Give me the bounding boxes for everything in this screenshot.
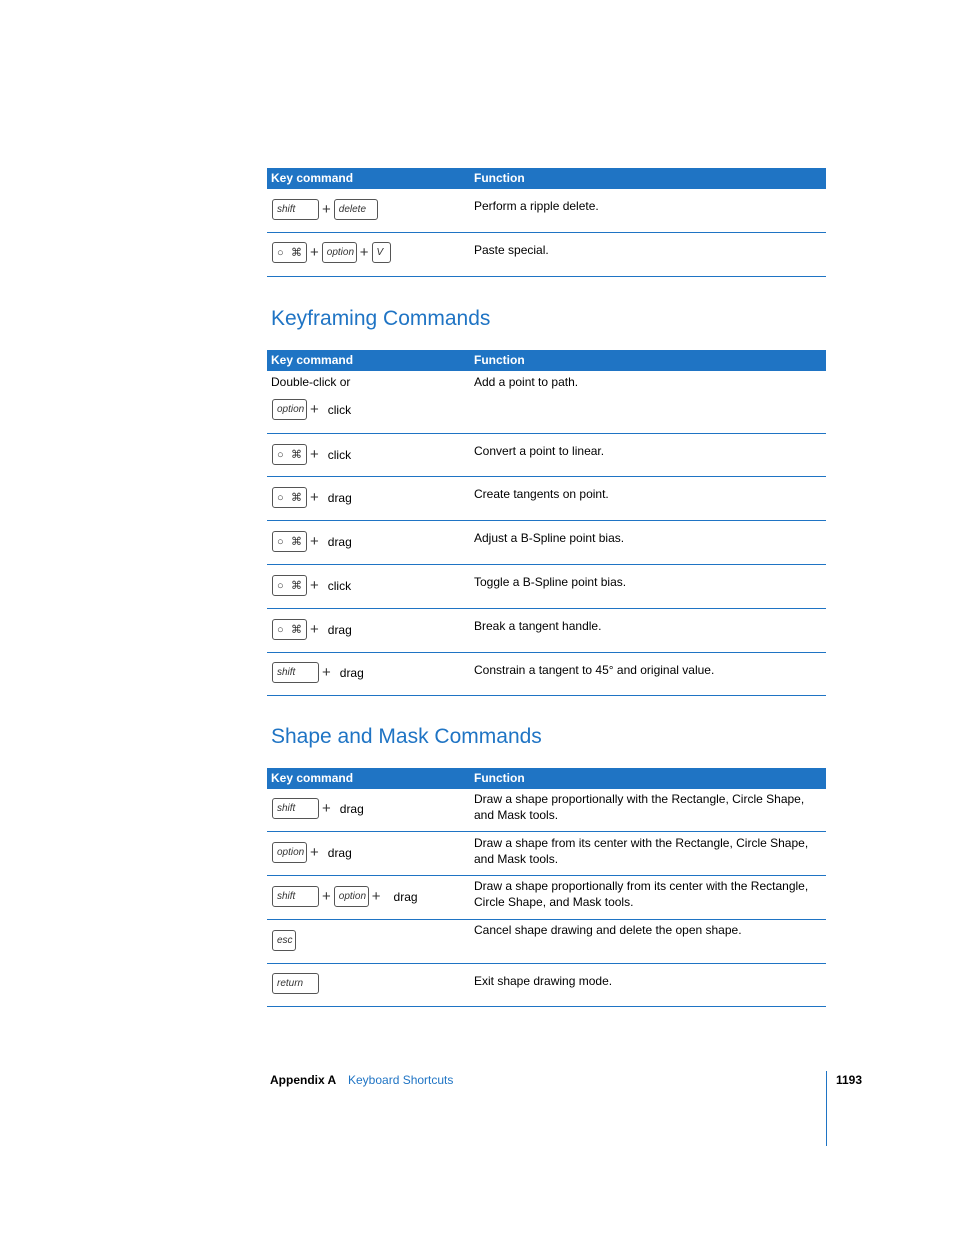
plus-sign: + [310, 244, 319, 261]
function-text: Create tangents on point. [474, 487, 609, 501]
return-key: return [272, 973, 319, 994]
plus-sign: + [310, 577, 319, 594]
shift-key: shift [272, 199, 319, 220]
cmd-icon: ⌘ [291, 624, 302, 636]
plus-sign: + [310, 621, 319, 638]
apple-icon: ○ [277, 448, 284, 461]
double-click-text: Double-click or [271, 375, 351, 389]
function-text: Draw a shape proportionally with the Rectangle, Circle Shape, and Mask tools. [474, 792, 805, 822]
header-function: Function [474, 771, 525, 785]
action-word: click [327, 402, 352, 417]
plus-sign: + [322, 201, 331, 218]
table-row [267, 189, 826, 233]
function-text: Perform a ripple delete. [474, 199, 599, 213]
cmd-icon: ⌘ [291, 449, 302, 461]
footer-chapter: Keyboard Shortcuts [348, 1073, 454, 1087]
action-word: click [327, 578, 352, 593]
plus-sign: + [310, 489, 319, 506]
table-keyframing [267, 350, 826, 696]
action-word: drag [339, 665, 364, 680]
command-key [272, 444, 307, 465]
action-word: drag [327, 534, 352, 549]
action-word: drag [327, 845, 352, 860]
header-key-command: Key command [271, 353, 354, 367]
table-general [267, 168, 826, 277]
plus-sign: + [322, 800, 331, 817]
table-shape-mask [267, 768, 826, 1007]
function-text: Paste special. [474, 243, 549, 257]
table-row [267, 920, 826, 964]
header-function: Function [474, 171, 525, 185]
function-text: Exit shape drawing mode. [474, 974, 613, 988]
shift-key: shift [272, 662, 319, 683]
command-key [272, 619, 307, 640]
table-row [267, 371, 826, 434]
table-header [267, 768, 826, 789]
table-row [267, 876, 826, 920]
plus-sign: + [310, 401, 319, 418]
footer-appendix: Appendix A [270, 1073, 337, 1087]
plus-sign: + [371, 888, 381, 905]
header-key-command: Key command [271, 771, 354, 785]
command-key [272, 575, 307, 596]
function-text: Add a point to path. [474, 375, 579, 389]
plus-sign: + [322, 664, 331, 681]
cmd-icon: ⌘ [291, 247, 302, 259]
table-row [267, 565, 826, 609]
esc-key: esc [272, 930, 296, 951]
action-word: drag [339, 801, 364, 816]
shift-key: shift [272, 798, 319, 819]
table-row [267, 653, 826, 696]
command-key [272, 242, 307, 263]
table-row [267, 434, 826, 477]
v-key: V [372, 242, 391, 263]
table-row [267, 609, 826, 653]
apple-icon: ○ [277, 623, 284, 636]
table-header [267, 350, 826, 371]
action-word: drag [327, 490, 352, 505]
action-word: click [327, 447, 352, 462]
function-text: Cancel shape drawing and delete the open shape. [474, 923, 742, 937]
apple-icon: ○ [277, 579, 284, 592]
shift-key: shift [272, 886, 319, 907]
plus-sign: + [310, 446, 319, 463]
apple-icon: ○ [277, 535, 284, 548]
table-row [267, 521, 826, 565]
table-row [267, 964, 826, 1007]
option-key: option [322, 242, 357, 263]
plus-sign: + [359, 244, 369, 261]
function-text: Convert a point to linear. [474, 444, 605, 458]
command-key [272, 487, 307, 508]
function-text: Constrain a tangent to 45° and original value. [474, 663, 715, 677]
option-key: option [272, 842, 307, 863]
apple-icon: ○ [277, 246, 284, 259]
action-word: drag [327, 622, 352, 637]
footer-divider [826, 1071, 827, 1146]
option-key: option [334, 886, 369, 907]
table-row [267, 832, 826, 876]
function-text: Draw a shape proportionally from its center with the Rectangle, Circle Shape, and Mask tools. [474, 879, 809, 909]
header-function: Function [474, 353, 525, 367]
apple-icon: ○ [277, 491, 284, 504]
function-text: Toggle a B-Spline point bias. [474, 575, 627, 589]
delete-key: delete [334, 199, 378, 220]
command-key [272, 531, 307, 552]
table-row [267, 477, 826, 521]
table-header [267, 168, 826, 189]
page-number: 1193 [836, 1073, 863, 1087]
section-title-keyframing: Keyframing Commands [271, 307, 491, 330]
function-text: Break a tangent handle. [474, 619, 602, 633]
section-title-shape-mask: Shape and Mask Commands [271, 725, 542, 748]
function-text: Adjust a B-Spline point bias. [474, 531, 625, 545]
cmd-icon: ⌘ [291, 492, 302, 504]
function-text: Draw a shape from its center with the Rectangle, Circle Shape, and Mask tools. [474, 836, 809, 866]
action-word: drag [393, 889, 418, 904]
option-key: option [272, 399, 307, 420]
cmd-icon: ⌘ [291, 536, 302, 548]
table-row [267, 233, 826, 277]
plus-sign: + [322, 888, 331, 905]
plus-sign: + [310, 533, 319, 550]
plus-sign: + [310, 844, 319, 861]
table-row [267, 789, 826, 832]
cmd-icon: ⌘ [291, 580, 302, 592]
header-key-command: Key command [271, 171, 354, 185]
